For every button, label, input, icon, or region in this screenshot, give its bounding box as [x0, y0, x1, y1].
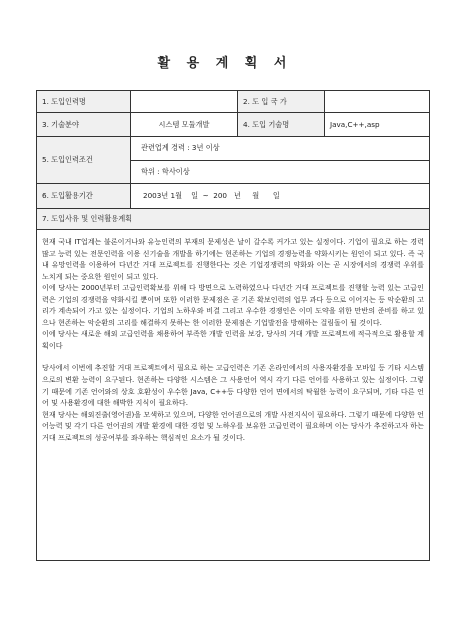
label-manpower-name: 1. 도입인력명	[37, 91, 130, 112]
application-form	[36, 90, 430, 561]
condition-experience[interactable]: 관련업계 경력 : 3년 이상	[141, 143, 220, 153]
label-period: 6. 도입활용기간	[37, 184, 130, 208]
paragraph: 이에 당사는 2000년부터 고급인력확보를 위해 다 방면으로 노력하였으나 다년간 거대 프로젝트를 진행할 능력 있는 고급인력은 기업의 경쟁력을 약화시킬 뿐이며 또한 이러한 문제점은 곧 기존 확보인력의 업무 과다 등으로 이어지는 등 악순환의 고리가 계속되어 가고 있는 실정이다. 기업의 노하우와 비결 그리고 우수한 경쟁인은 이미 도약을 위한 만반의 준비를 하고 있으나 현존하는 악순환의 고리를 해결하지 못하는 한 이러한 문제점은 기업발전을 방해하는 걸림돌이 될 것이다.	[42, 283, 424, 327]
form-row-5	[37, 209, 429, 230]
label-conditions: 5. 도입인력조건	[37, 137, 130, 183]
paragraph: 당사에서 이번에 추진할 거대 프로젝트에서 필요로 하는 고급인력은 기존 온라인에서의 사용자환경을 모바일 등 기타 시스템으로의 변환 능력이 요구된다. 현존하는 다양한 시스템은 그 사용언어 역시 각기 다른 언어를 사용하고 있는 실정이다. 그렇기 때문에 기존 언어와의 상호 호환성이 우수한 Java, C++등 다양한 언어 면에서의 탁월한 능력이 요구되며, 기타 다른 언어 및 사용환경에 대한 해박한 지식이 필요하다.	[42, 363, 424, 408]
value-period[interactable]: 2003년 1월 일 ~ 200 년 월 일	[130, 184, 429, 208]
value-tech-name[interactable]: Java,C++,asp	[324, 113, 429, 136]
value-tech-field[interactable]: 시스템 모듈개발	[130, 113, 237, 136]
reason-plan-body	[37, 230, 429, 560]
paragraph: 현재 당사는 해외진출(영어권)을 모색하고 있으며, 다양한 언어권으로의 개발 사전지식이 필요하다. 그렇기 때문에 다양한 언어능력 및 각기 다른 언어권의 개발 환경에 대한 경험 및 노하우를 보유한 고급인력이 필요하며 이는 당사가 추진하고자 하는 거대 프로젝트의 성공여부를 좌우하는 핵심적인 요소가 될 것이다.	[42, 409, 424, 442]
paragraph-gap	[42, 351, 424, 362]
label-reason-plan: 7. 도입사유 및 인력활용계획	[37, 209, 429, 229]
conditions-values	[130, 137, 429, 183]
label-tech-field: 3. 기술분야	[37, 113, 130, 136]
form-row-4	[37, 184, 429, 209]
value-country[interactable]	[324, 91, 429, 112]
paragraph: 이에 당사는 새로운 해외 고급인력을 채용하여 부족한 개발 인력을 보강, 당사의 거대 개발 프로젝트에 적극적으로 활용할 계획이다	[42, 329, 424, 350]
condition-degree[interactable]: 학위 : 학사이상	[131, 160, 429, 184]
label-country: 2. 도 입 국 가	[237, 91, 324, 112]
paragraph: 현재 국내 IT업계는 불론이거나와 유능인력의 부재의 문제성은 날이 갈수록 커가고 있는 실정이다. 기업이 필요로 하는 경력 많고 능력 있는 전문인력을 이용 신기술을 개발을 하기에는 현존하는 기업의 경쟁능력을 약화시키는 원인이 되고 있다. 즉 국내 유망인력을 이용하여 다년간 거대 프로젝트를 진행한다는 것은 기업경쟁력의 약화와 이는 곧 시장에서의 경쟁력 우위를 노치게 되는 중요한 원인이 되고 있다.	[42, 237, 424, 281]
form-row-3	[37, 137, 429, 184]
form-row-2	[37, 113, 429, 137]
value-manpower-name[interactable]	[130, 91, 237, 112]
form-row-1	[37, 91, 429, 113]
label-tech-name: 4. 도입 기술명	[237, 113, 324, 136]
document-title: 활 용 계 획 서	[157, 56, 293, 71]
